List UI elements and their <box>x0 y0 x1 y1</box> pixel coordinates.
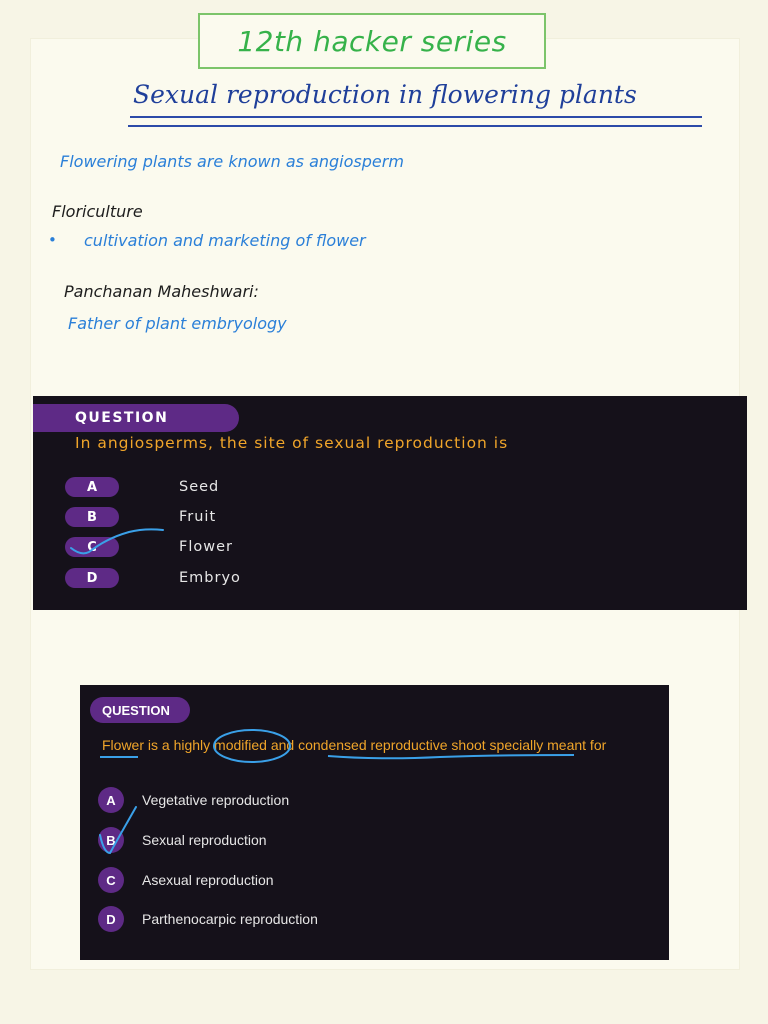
underline-mark <box>328 755 574 758</box>
option-letter: A <box>65 477 119 497</box>
option-letter: C <box>98 867 124 893</box>
note-person-title: Father of plant embryology <box>68 314 287 333</box>
note-person-name: Panchanan Maheshwari: <box>64 282 259 301</box>
note-angiosperm: Flowering plants are known as angiosperm <box>60 152 404 171</box>
option-letter: B <box>98 827 124 853</box>
option-text: Fruit <box>179 509 217 525</box>
bullet-dot: • <box>48 231 57 249</box>
option-letter: D <box>65 568 119 588</box>
option-letter: B <box>65 507 119 527</box>
option-text: Vegetative reproduction <box>142 792 290 808</box>
series-title: 12th hacker series <box>237 24 507 58</box>
option-letter: D <box>98 906 124 932</box>
page-heading: Sexual reproduction in flowering plants <box>133 80 637 109</box>
option-letter: A <box>98 787 124 813</box>
option-letter: C <box>65 537 119 557</box>
option-text: Parthenocarpic reproduction <box>142 911 318 927</box>
heading-underline-1 <box>130 116 702 118</box>
question-text: In angiosperms, the site of sexual reproduction is <box>75 434 509 452</box>
question-text: Flower is a highly modified and condensed reproductive shoot specially meant for <box>102 737 607 753</box>
option-text: Seed <box>179 479 220 495</box>
note-floriculture-label: Floriculture <box>52 202 143 221</box>
question-label: QUESTION <box>33 404 239 432</box>
option-text: Sexual reproduction <box>142 832 267 848</box>
note-floriculture-definition: cultivation and marketing of flower <box>84 231 366 250</box>
option-text: Asexual reproduction <box>142 872 274 888</box>
heading-underline-2 <box>128 125 702 127</box>
tick-mark-icon <box>33 396 747 610</box>
annotation-marks <box>80 685 669 960</box>
option-text: Embryo <box>179 570 241 586</box>
tick-mark-icon <box>100 807 136 853</box>
series-title-box <box>198 13 546 69</box>
question-card-2 <box>80 685 669 960</box>
question-card-1 <box>33 396 747 610</box>
option-text: Flower <box>179 539 233 555</box>
circle-mark <box>214 730 290 762</box>
question-label: QUESTION <box>90 697 190 723</box>
